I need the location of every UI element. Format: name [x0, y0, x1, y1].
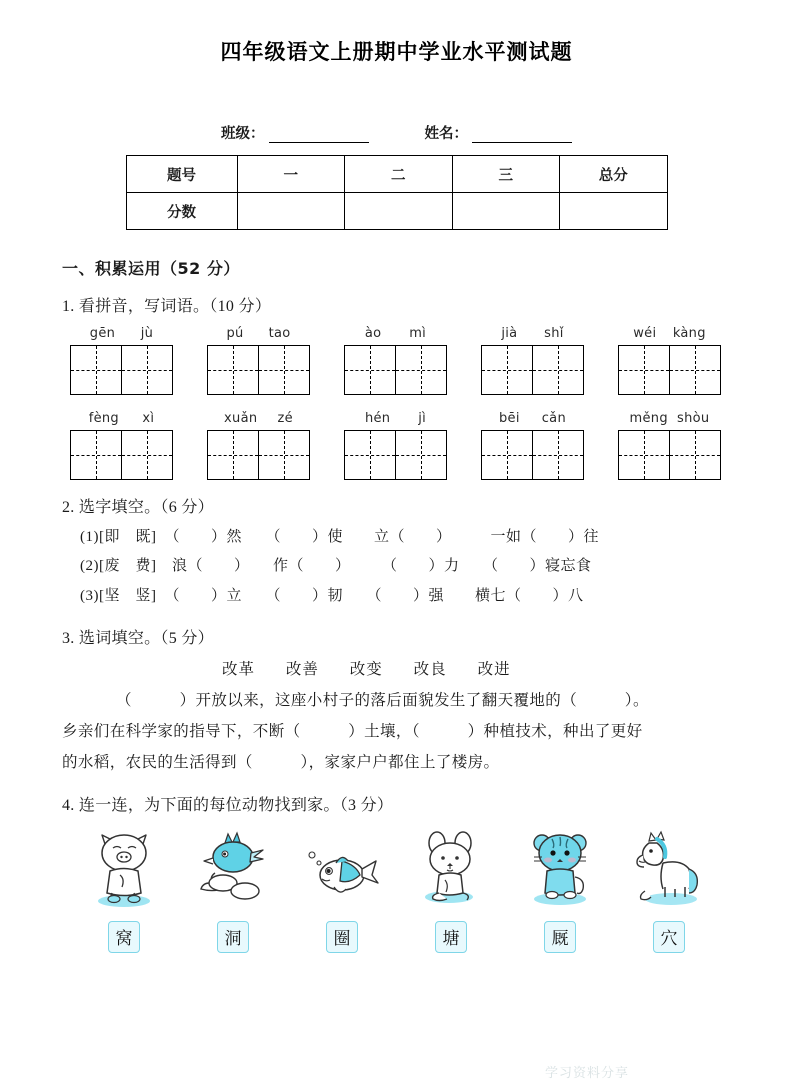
question-1-number: 1. [62, 298, 75, 315]
home-box[interactable]: 圈 [326, 921, 358, 953]
home-box[interactable]: 穴 [653, 921, 685, 953]
score-col-total: 总分 [560, 156, 668, 193]
writing-grid[interactable] [70, 430, 173, 480]
animal-slot-bird[interactable] [181, 823, 285, 909]
home-row [62, 921, 731, 953]
writing-cell[interactable] [71, 346, 121, 394]
writing-cell[interactable] [71, 431, 121, 479]
question-1-text: 看拼音，写词语。（10 分） [78, 298, 272, 315]
home-slot-4 [399, 921, 503, 953]
char-fill-lines [62, 523, 731, 611]
home-box[interactable]: 厩 [544, 921, 576, 953]
animal-slot-fish[interactable] [290, 823, 394, 909]
class-input-rule[interactable] [269, 128, 369, 143]
char-fill-line-1[interactable]: (1)[即 既] （ ）然 （ ）使 立（ ） 一如（ ）往 [80, 529, 599, 545]
score-cell-2[interactable] [345, 193, 453, 230]
score-col-3: 三 [452, 156, 560, 193]
animal-row [62, 823, 731, 909]
pinyin-group-8 [344, 411, 447, 480]
writing-cell[interactable] [482, 346, 532, 394]
home-box[interactable]: 洞 [217, 921, 249, 953]
pinyin-syllable: bēi [498, 411, 520, 426]
table-row-question-numbers [126, 156, 667, 193]
score-col-1: 一 [237, 156, 345, 193]
question-3-text: 选词填空。（5 分） [78, 629, 214, 647]
rabbit-icon [405, 825, 497, 909]
pinyin-syllable: shòu [677, 411, 710, 426]
pinyin-text-6 [70, 411, 173, 430]
class-label: 班级： [221, 126, 265, 142]
pinyin-syllable: měng [629, 411, 668, 426]
pinyin-text-10 [618, 411, 721, 430]
pinyin-group-10 [618, 411, 721, 480]
pinyin-syllable: tao [268, 326, 291, 341]
word-bank [62, 657, 731, 679]
pinyin-syllable: xuǎn [224, 411, 258, 426]
question-1 [62, 293, 731, 480]
pinyin-text-9 [481, 411, 584, 430]
pinyin-syllable: jià [501, 326, 518, 341]
home-box[interactable]: 窝 [108, 921, 140, 953]
pinyin-text-4 [481, 326, 584, 345]
question-2 [62, 494, 731, 611]
class-field[interactable] [221, 122, 369, 143]
score-table [126, 155, 668, 230]
pinyin-text-3 [344, 326, 447, 345]
pinyin-group-7 [207, 411, 310, 480]
writing-cell[interactable] [619, 346, 669, 394]
passage-line-1[interactable] [62, 685, 731, 716]
question-3-number: 3. [62, 629, 75, 647]
pinyin-syllable: jù [140, 326, 154, 341]
passage-line-2[interactable]: 乡亲们在科学家的指导下，不断（ ）土壤，（ ）种植技术，种出了更好 [62, 722, 643, 740]
animal-slot-rabbit[interactable] [399, 823, 503, 909]
writing-cell[interactable] [345, 346, 395, 394]
writing-grid[interactable] [344, 430, 447, 480]
pinyin-syllable: wéi [633, 326, 657, 341]
writing-cell[interactable] [482, 431, 532, 479]
writing-grid[interactable] [207, 430, 310, 480]
name-field[interactable] [425, 122, 573, 143]
pinyin-group-6 [70, 411, 173, 480]
score-cell-total[interactable] [560, 193, 668, 230]
pinyin-group-9 [481, 411, 584, 480]
pinyin-syllable: mì [409, 326, 427, 341]
name-input-rule[interactable] [472, 128, 572, 143]
question-4 [62, 792, 731, 953]
writing-cell[interactable] [395, 346, 446, 394]
animal-slot-pig[interactable] [72, 823, 176, 909]
writing-cell[interactable] [121, 346, 172, 394]
pinyin-group-2 [207, 326, 310, 395]
pinyin-row-1 [62, 326, 731, 395]
pinyin-text-5 [618, 326, 721, 345]
pinyin-row-2 [62, 411, 731, 480]
home-box[interactable]: 塘 [435, 921, 467, 953]
writing-cell[interactable] [345, 431, 395, 479]
pinyin-syllable: xì [142, 411, 155, 426]
question-2-text: 选字填空。（6 分） [78, 499, 214, 516]
tiger-icon [514, 825, 606, 909]
pinyin-group-4 [481, 326, 584, 395]
pinyin-syllable: kàng [672, 326, 706, 341]
home-slot-2 [181, 921, 285, 953]
question-3 [62, 625, 731, 778]
word-bank-item: 改良 [413, 660, 447, 678]
char-fill-line-2[interactable]: (2)[废 费] 浪（ ） 作（ ） （ ）力 （ ）寝忘食 [80, 558, 592, 575]
home-slot-6 [617, 921, 721, 953]
home-slot-3 [290, 921, 394, 953]
home-slot-1 [72, 921, 176, 953]
pinyin-writing-block [62, 326, 731, 480]
writing-cell[interactable] [532, 431, 583, 479]
fish-icon [296, 825, 388, 909]
pinyin-text-7 [207, 411, 310, 430]
writing-cell[interactable] [258, 346, 309, 394]
pinyin-text-8 [344, 411, 447, 430]
pinyin-syllable: ào [364, 326, 382, 341]
pinyin-group-3 [344, 326, 447, 395]
pinyin-text-1 [70, 326, 173, 345]
horse-icon [623, 825, 715, 909]
word-bank-item: 改变 [349, 660, 383, 678]
table-row-scores [126, 193, 667, 230]
word-bank-item: 改进 [477, 660, 511, 678]
question-2-prompt [62, 494, 731, 517]
pinyin-text-2 [207, 326, 310, 345]
writing-grid[interactable] [618, 430, 721, 480]
pinyin-syllable: pú [226, 326, 244, 341]
word-bank-item: 改革 [222, 660, 256, 678]
writing-grid[interactable] [207, 345, 310, 395]
name-label: 姓名： [424, 126, 468, 142]
question-4-text: 连一连，为下面的每位动物找到家。（3 分） [78, 796, 394, 814]
animal-slot-tiger[interactable] [508, 823, 612, 909]
pinyin-syllable: hén [364, 411, 391, 426]
question-4-number: 4. [62, 796, 75, 814]
pinyin-syllable: shǐ [544, 326, 564, 341]
writing-cell[interactable] [258, 431, 309, 479]
animal-slot-horse[interactable] [617, 823, 721, 909]
page-title: 四年级语文上册期中学业水平测试题 [220, 40, 573, 64]
writing-grid[interactable] [618, 345, 721, 395]
writing-cell[interactable] [208, 346, 258, 394]
bird-icon [187, 825, 279, 909]
writing-cell[interactable] [669, 346, 720, 394]
pinyin-syllable: gēn [89, 326, 116, 341]
question-3-prompt [62, 625, 731, 648]
pinyin-syllable: fèng [88, 411, 119, 426]
section-heading-1: 一、积累运用（52 分） [62, 259, 240, 278]
writing-cell[interactable] [208, 431, 258, 479]
row-label-score: 分数 [126, 193, 237, 230]
writing-grid[interactable] [70, 345, 173, 395]
writing-grid[interactable] [481, 345, 584, 395]
pinyin-group-1 [70, 326, 173, 395]
writing-cell[interactable] [121, 431, 172, 479]
question-2-number: 2. [62, 499, 75, 516]
word-bank-item: 改善 [285, 660, 319, 678]
writing-cell[interactable] [619, 431, 669, 479]
passage-line-3[interactable]: 的水稻，农民的生活得到（ ），家家户户都住上了楼房。 [62, 753, 500, 771]
cloze-passage [62, 685, 731, 778]
score-cell-1[interactable] [237, 193, 345, 230]
pinyin-syllable: jì [418, 411, 427, 426]
char-fill-line-3[interactable]: (3)[坚 竖] （ ）立 （ ）韧 （ ）强 横七（ ）八 [80, 587, 584, 604]
writing-cell[interactable] [395, 431, 446, 479]
score-cell-3[interactable] [452, 193, 560, 230]
question-1-prompt [62, 293, 731, 316]
question-4-prompt [62, 792, 731, 815]
writing-grid[interactable] [344, 345, 447, 395]
home-slot-5 [508, 921, 612, 953]
row-label-question-number: 题号 [126, 156, 237, 193]
score-col-2: 二 [345, 156, 453, 193]
pig-icon [78, 825, 170, 909]
writing-cell[interactable] [669, 431, 720, 479]
watermark: 学习资料分享 [545, 1066, 630, 1081]
pinyin-syllable: cǎn [541, 411, 566, 426]
writing-grid[interactable] [481, 430, 584, 480]
passage-line-1-text: （ ）开放以来，这座小村子的落后面貌发生了翻天覆地的（ ）。 [116, 691, 649, 709]
writing-cell[interactable] [532, 346, 583, 394]
identity-row [62, 122, 731, 143]
pinyin-syllable: zé [277, 411, 293, 426]
pinyin-group-5 [618, 326, 721, 395]
